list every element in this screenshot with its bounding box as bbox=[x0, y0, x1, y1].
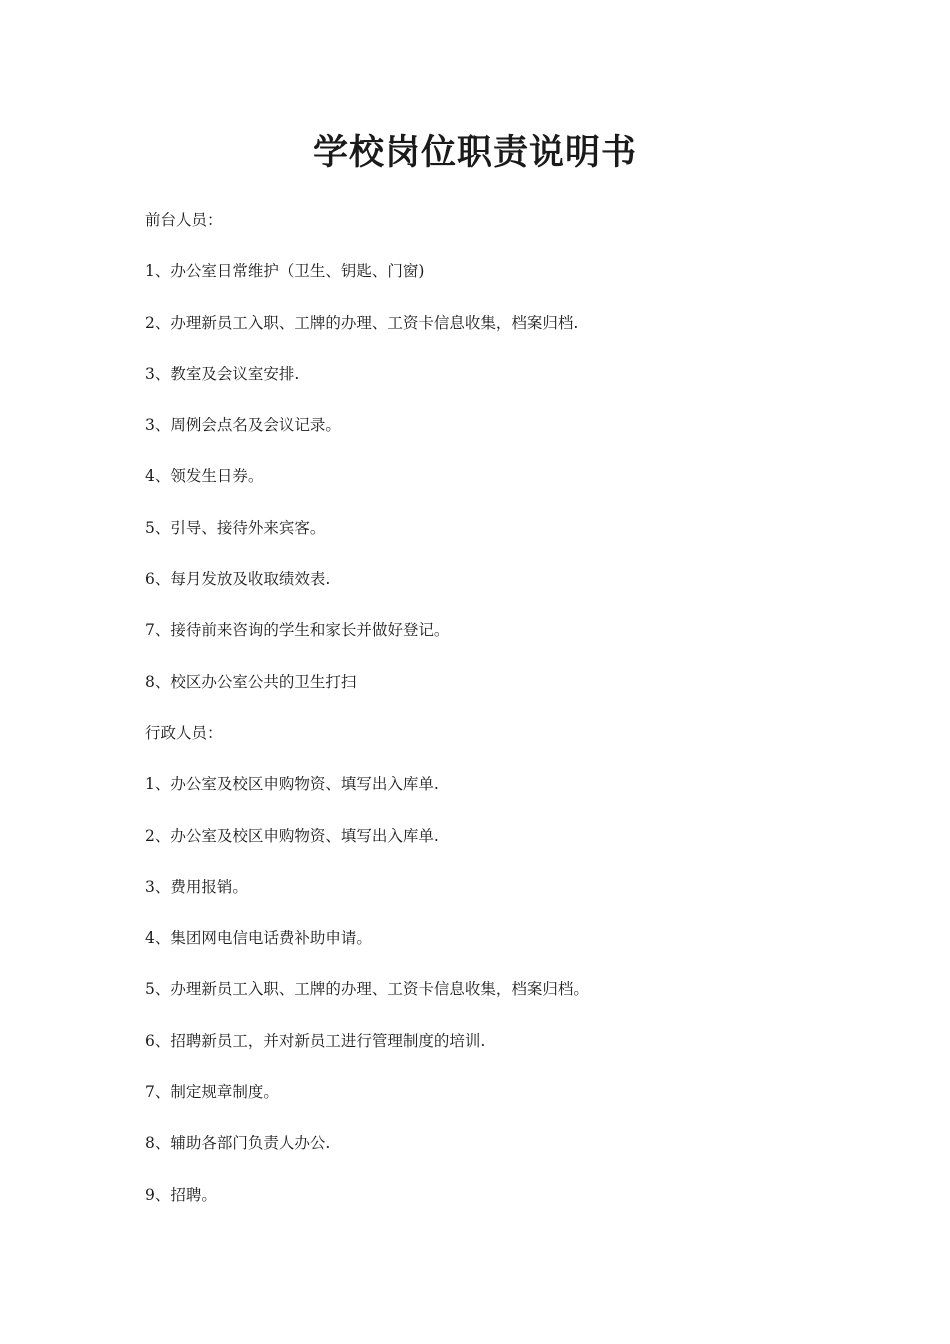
list-item: 2、办公室及校区申购物资、填写出入库单. bbox=[145, 826, 439, 845]
list-item: 8、校区办公室公共的卫生打扫 bbox=[145, 672, 357, 691]
list-item: 1、办公室日常维护（卫生、钥匙、门窗) bbox=[145, 262, 425, 281]
list-item: 3、教室及会议室安排. bbox=[145, 364, 300, 383]
list-item: 8、辅助各部门负责人办公. bbox=[145, 1134, 331, 1153]
section-heading: 行政人员： bbox=[145, 723, 223, 742]
document-body bbox=[145, 210, 825, 1236]
list-item: 9、招聘。 bbox=[145, 1185, 217, 1204]
list-item: 4、集团网电信电话费补助申请。 bbox=[145, 929, 372, 948]
list-item: 3、费用报销。 bbox=[145, 877, 248, 896]
list-item: 5、引导、接待外来宾客。 bbox=[145, 518, 326, 537]
list-item: 5、办理新员工入职、工牌的办理、工资卡信息收集，档案归档。 bbox=[145, 980, 589, 999]
list-item: 7、接待前来咨询的学生和家长并做好登记。 bbox=[145, 621, 450, 640]
section-administration bbox=[145, 723, 825, 1205]
list-item: 6、每月发放及收取绩效表. bbox=[145, 570, 331, 589]
list-item: 3、周例会点名及会议记录。 bbox=[145, 416, 341, 435]
document-title: 学校岗位职责说明书 bbox=[312, 132, 637, 173]
list-item: 2、办理新员工入职、工牌的办理、工资卡信息收集，档案归档. bbox=[145, 313, 579, 332]
list-item: 1、办公室及校区申购物资、填写出入库单. bbox=[145, 775, 439, 794]
list-item: 6、招聘新员工，并对新员工进行管理制度的培训. bbox=[145, 1031, 486, 1050]
list-item: 4、领发生日券。 bbox=[145, 467, 264, 486]
section-front-desk bbox=[145, 210, 825, 692]
section-heading: 前台人员： bbox=[145, 211, 223, 229]
list-item: 7、制定规章制度。 bbox=[145, 1083, 279, 1102]
